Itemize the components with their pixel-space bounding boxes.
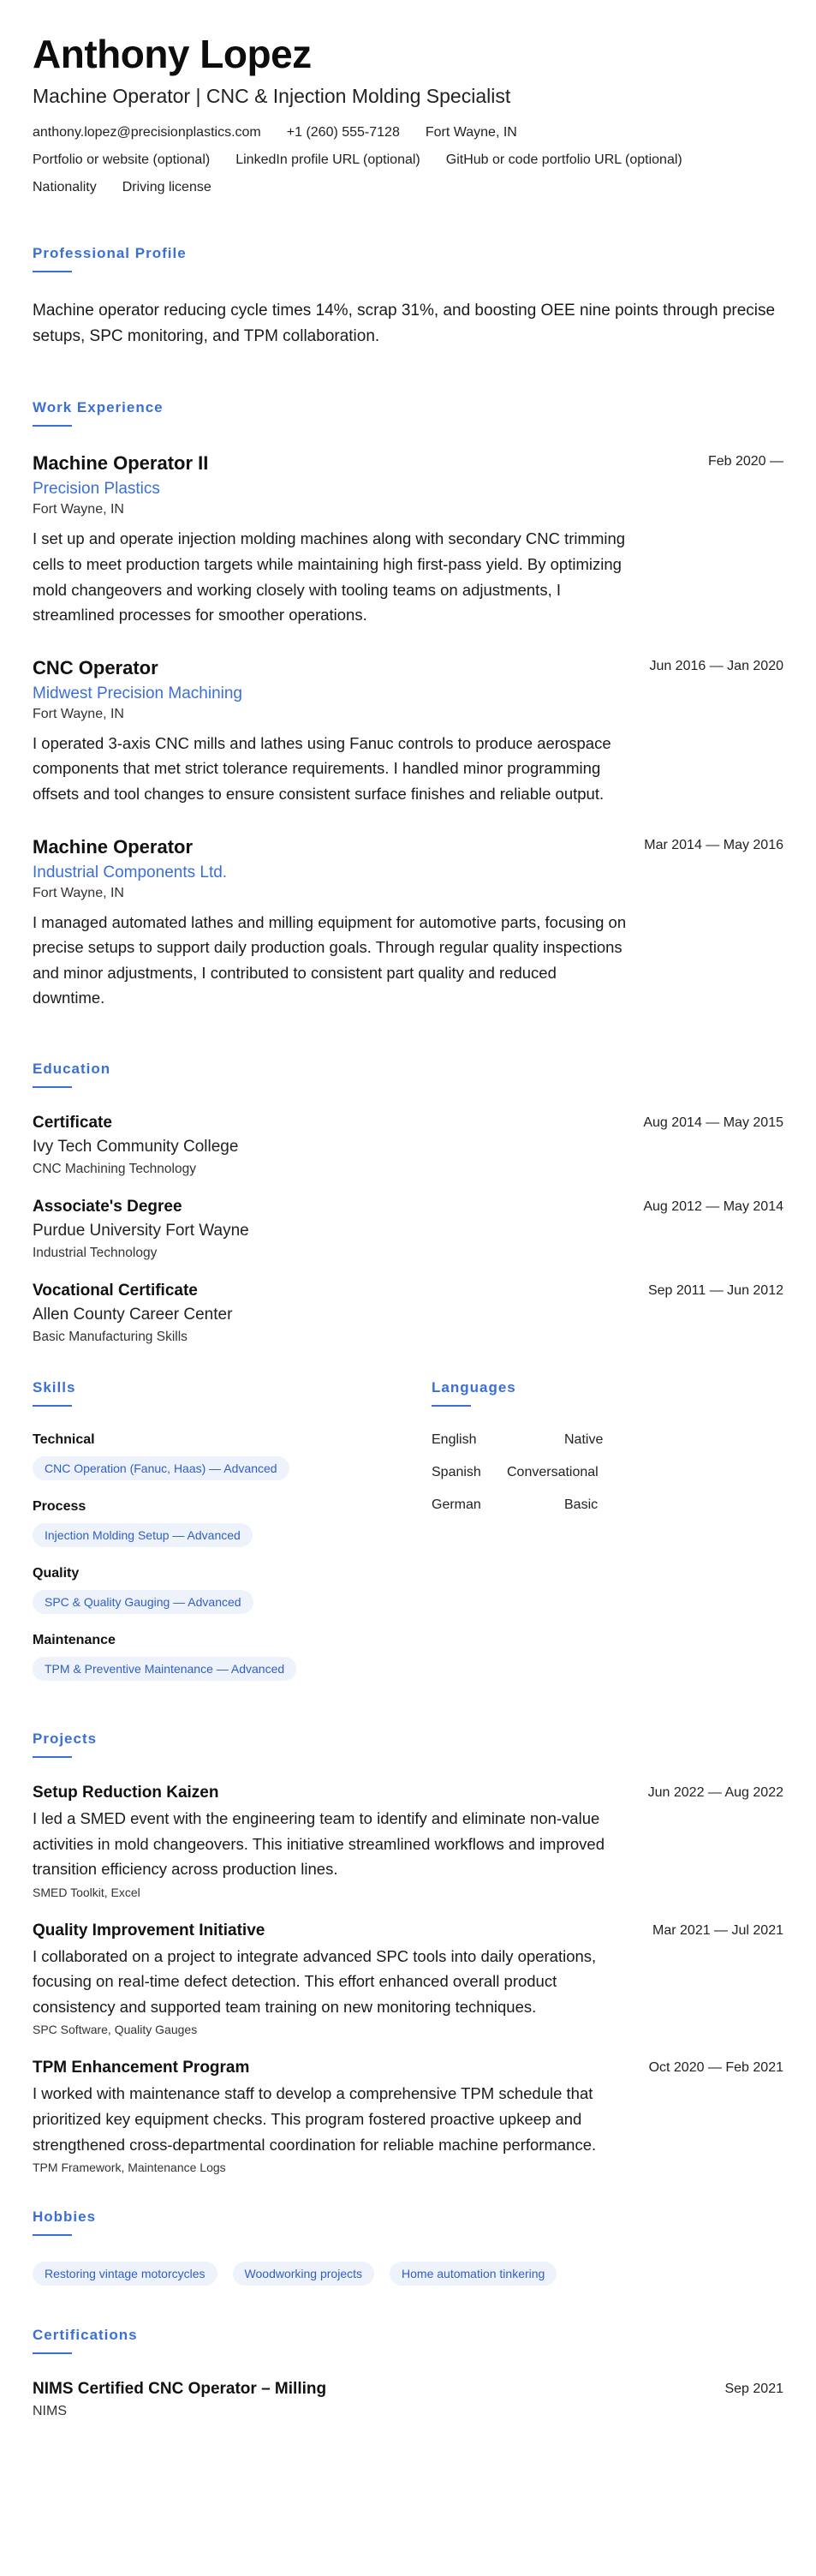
language-level: Conversational <box>507 1464 599 1479</box>
section-title: Education <box>33 1060 111 1077</box>
education-entry <box>33 1198 783 1261</box>
certification-name: NIMS Certified CNC Operator – Milling <box>33 2380 327 2399</box>
contact-row <box>33 125 783 140</box>
job-title: Machine Operator II <box>33 452 209 475</box>
section-title: Hobbies <box>33 2208 97 2226</box>
experience-entry <box>33 836 783 1011</box>
project-description: I worked with maintenance staff to develop a comprehensive TPM schedule that prioritized key equipment checks. This program fostered proactive upkeep and strengthened cross-departmental coordination for reliable machine performance. <box>33 2084 597 2154</box>
languages-list <box>432 1432 783 1530</box>
education-section <box>33 1061 783 1345</box>
headline: Machine Operator | CNC & Injection Molding Specialist <box>33 84 511 107</box>
project-description: I led a SMED event with the engineering team to identify and eliminate non-value activities in mold changeovers. This initiative streamlined workflows and improved transition efficiency across production lines. <box>33 1808 605 1879</box>
experience-section <box>33 399 783 1011</box>
language-name: English <box>432 1431 477 1447</box>
certifications-section <box>33 2327 783 2419</box>
skill-category: Maintenance <box>33 1632 116 1647</box>
section-title: Languages <box>432 1378 516 1396</box>
school-name: Allen County Career Center <box>33 1305 233 1324</box>
job-description: I operated 3-axis CNC mills and lathes using Fanuc controls to produce aerospace components that met strict tolerance requirements. I handled minor programming offsets and tool changes to ensure consistent surface finishes and reliable output. <box>33 733 611 803</box>
field-of-study: Basic Manufacturing Skills <box>33 1329 188 1344</box>
job-location: Fort Wayne, IN <box>33 706 124 721</box>
entry-date: Jun 2016 — Jan 2020 <box>649 658 783 673</box>
project-tools: SPC Software, Quality Gauges <box>33 2023 198 2037</box>
projects-section <box>33 1730 783 2174</box>
section-title: Certifications <box>33 2327 138 2344</box>
entry-date: Aug 2014 — May 2015 <box>643 1115 783 1130</box>
hobbies-section <box>33 2208 783 2286</box>
skill-tag: Injection Molding Setup — Advanced <box>33 1523 253 1547</box>
education-entry <box>33 1282 783 1345</box>
section-divider <box>432 1405 471 1407</box>
education-entry <box>33 1114 783 1177</box>
portfolio-link[interactable]: Portfolio or website (optional) <box>33 152 211 167</box>
location: Fort Wayne, IN <box>425 124 517 140</box>
job-location: Fort Wayne, IN <box>33 885 124 900</box>
field-of-study: CNC Machining Technology <box>33 1161 196 1176</box>
skill-category: Process <box>33 1498 86 1514</box>
email[interactable]: anthony.lopez@precisionplastics.com <box>33 124 261 140</box>
section-divider <box>33 2234 72 2236</box>
project-entry <box>33 1784 783 1899</box>
section-title: Projects <box>33 1730 98 1747</box>
job-description: I set up and operate injection molding machines along with secondary CNC trimming cells to meet production targets while maintaining high first-pass yield. By optimizing mold changeovers and working closely with tooling teams on adjustments, I streamlined processes for smoother operations. <box>33 529 626 625</box>
profile-summary: Machine operator reducing cycle times 14%, scrap 31%, and boosting OEE nine points through precise setups, SPC monitoring, and TPM collaboration. <box>33 301 776 345</box>
github-link[interactable]: GitHub or code portfolio URL (optional) <box>445 152 682 167</box>
entry-date: Sep 2011 — Jun 2012 <box>647 1282 783 1298</box>
language-name: Spanish <box>432 1464 481 1479</box>
school-name: Purdue University Fort Wayne <box>33 1221 249 1240</box>
section-title: Work Experience <box>33 399 164 416</box>
candidate-name: Anthony Lopez <box>33 32 312 76</box>
section-title: Professional Profile <box>33 244 187 261</box>
skill-group <box>33 1633 432 1681</box>
section-divider <box>33 1086 72 1088</box>
section-divider <box>33 425 72 427</box>
project-entry <box>33 1922 783 2037</box>
skill-tag: CNC Operation (Fanuc, Haas) — Advanced <box>33 1456 289 1480</box>
language-name: German <box>432 1497 481 1512</box>
certification-issuer: NIMS <box>33 2404 67 2419</box>
experience-entry <box>33 657 783 807</box>
phone[interactable]: +1 (260) 555-7128 <box>286 124 400 140</box>
skills-languages-row <box>33 1379 783 1700</box>
nationality: Nationality <box>33 179 97 194</box>
project-description: I collaborated on a project to integrate advanced SPC tools into daily operations, focusing on real-time defect detection. This effort enhanced overall product consistency and supported team training on new monitoring techniques. <box>33 1946 597 2016</box>
entry-date: Oct 2020 — Feb 2021 <box>648 2060 783 2076</box>
hobby-tag: Restoring vintage motorcycles <box>33 2262 217 2286</box>
skill-tag: SPC & Quality Gauging — Advanced <box>33 1590 253 1614</box>
entry-date: Sep 2021 <box>724 2382 783 2397</box>
section-divider <box>33 1756 72 1758</box>
profile-section <box>33 245 783 350</box>
certification-entry <box>33 2380 783 2419</box>
skill-group <box>33 1432 432 1480</box>
job-title: Machine Operator <box>33 835 194 858</box>
entry-date: Mar 2021 — Jul 2021 <box>652 1922 783 1938</box>
section-title: Skills <box>33 1378 76 1396</box>
company-name: Precision Plastics <box>33 480 160 499</box>
language-level: Basic <box>564 1497 599 1512</box>
company-name: Industrial Components Ltd. <box>33 863 228 882</box>
section-divider <box>33 2352 72 2354</box>
project-title: Setup Reduction Kaizen <box>33 1783 219 1802</box>
entry-date: Feb 2020 — <box>707 454 783 469</box>
degree: Vocational Certificate <box>33 1281 198 1300</box>
project-title: Quality Improvement Initiative <box>33 1921 265 1939</box>
company-name: Midwest Precision Machining <box>33 684 242 702</box>
job-location: Fort Wayne, IN <box>33 502 124 517</box>
project-tools: TPM Framework, Maintenance Logs <box>33 2161 226 2175</box>
school-name: Ivy Tech Community College <box>33 1137 239 1156</box>
project-title: TPM Enhancement Program <box>33 2059 250 2077</box>
skill-category: Technical <box>33 1431 95 1447</box>
section-divider <box>33 1405 72 1407</box>
field-of-study: Industrial Technology <box>33 1245 158 1260</box>
language-level: Native <box>564 1431 604 1447</box>
hobby-tag: Home automation tinkering <box>390 2262 557 2286</box>
degree: Certificate <box>33 1113 112 1132</box>
language-item <box>432 1432 624 1448</box>
linkedin-link[interactable]: LinkedIn profile URL (optional) <box>235 152 420 167</box>
hobby-tag: Woodworking projects <box>233 2262 374 2286</box>
skill-tag: TPM & Preventive Maintenance — Advanced <box>33 1657 296 1681</box>
project-entry <box>33 2059 783 2174</box>
skill-group <box>33 1499 432 1547</box>
entry-date: Jun 2022 — Aug 2022 <box>647 1784 783 1800</box>
skill-category: Quality <box>33 1565 80 1581</box>
entry-date: Mar 2014 — May 2016 <box>644 837 783 852</box>
hobbies-list <box>33 2262 783 2286</box>
skill-group <box>33 1566 432 1614</box>
languages-section <box>432 1379 783 1700</box>
job-title: CNC Operator <box>33 656 158 678</box>
skills-section <box>33 1379 432 1700</box>
driving-license: Driving license <box>122 179 211 194</box>
language-item <box>432 1465 624 1480</box>
experience-entry <box>33 452 783 627</box>
links-row <box>33 152 783 168</box>
section-divider <box>33 271 72 272</box>
extras-row <box>33 180 783 195</box>
degree: Associate's Degree <box>33 1197 182 1216</box>
entry-date: Aug 2012 — May 2014 <box>643 1198 783 1214</box>
project-tools: SMED Toolkit, Excel <box>33 1885 140 1899</box>
job-description: I managed automated lathes and milling equipment for automotive parts, focusing on precise setups to support daily production goals. Through regular quality inspections and minor adjustments, I contributed to consistent part quality and reduced downtime. <box>33 912 627 1007</box>
language-item <box>432 1497 624 1513</box>
